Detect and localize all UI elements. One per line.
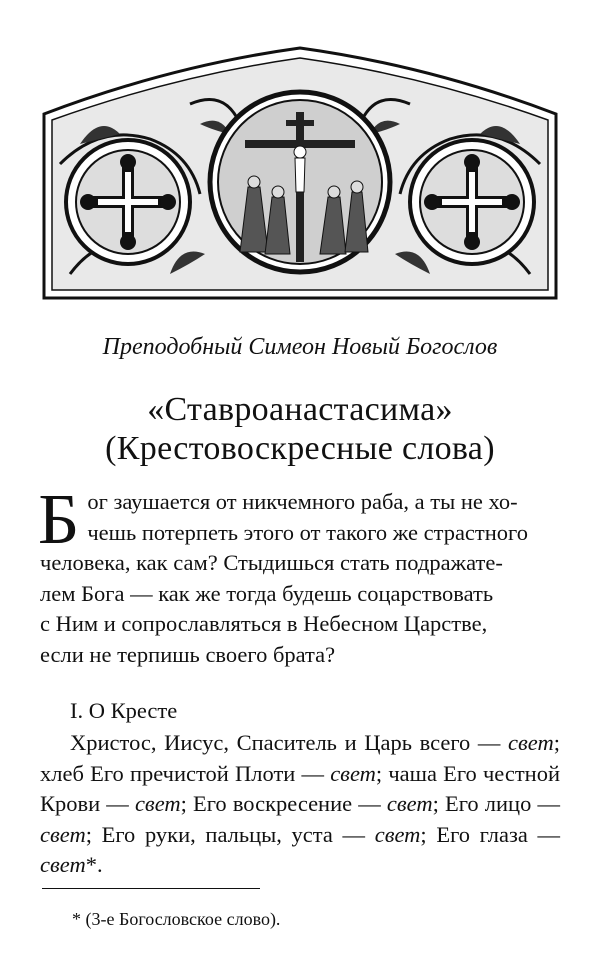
paragraph-1-line-2: чешь потерпеть этого от такого же страстного (87, 519, 528, 545)
paragraph-1-line-6: если не терпишь своего брата? (40, 641, 336, 667)
footnote: * (3-е Богословское слово). (72, 909, 281, 929)
p2-svet: свет (40, 821, 86, 847)
paragraph-1-line-5: с Ним и сопрославляться в Небесном Царстве, (40, 611, 488, 637)
drop-cap: Б (38, 479, 80, 559)
paragraph-1-line-4: лем Бога — как же тогда будешь соцарствовать (40, 580, 494, 606)
p2-text: ; Его воскресение — (180, 791, 387, 817)
p2-text: ; Его глаза — (420, 821, 560, 847)
paragraph-1-line-3: человека, как сам? Стыдишься стать подражате- (40, 550, 503, 576)
p2-svet: свет (508, 730, 554, 755)
p2-text: *. (85, 852, 103, 878)
p2-svet: свет (40, 852, 86, 878)
footnote-rule (42, 888, 260, 889)
p2-svet: свет (386, 791, 433, 817)
paragraph-2 (40, 728, 560, 881)
p2-text: ; Его руки, пальцы, уста — (85, 821, 375, 847)
title-line-1: «Ставроанастасима» (147, 391, 453, 428)
p2-svet: свет (134, 791, 181, 817)
p2-text: ; чаша Его честной Крови — (40, 760, 560, 817)
paragraph-1-line-1: ог заушается от никчемного раба, а ты не хо- (87, 489, 518, 514)
author-name: Преподобный Симеон Новый Богослов (102, 334, 498, 360)
p2-svet: свет (374, 821, 421, 847)
paragraph-1 (38, 479, 560, 671)
p2-svet: свет (330, 760, 376, 786)
section-heading: I. О Кресте (70, 698, 178, 723)
title-line-2: (Крестовоскресные слова) (105, 430, 495, 467)
p2-text: ; хлеб Его пречистой Плоти — (40, 730, 560, 786)
crucifixion-ornament-icon (40, 44, 560, 304)
p2-text: ; Его лицо — (432, 791, 560, 817)
p2-text: Христос, Иисус, Спаситель и Царь всего — (70, 730, 501, 755)
